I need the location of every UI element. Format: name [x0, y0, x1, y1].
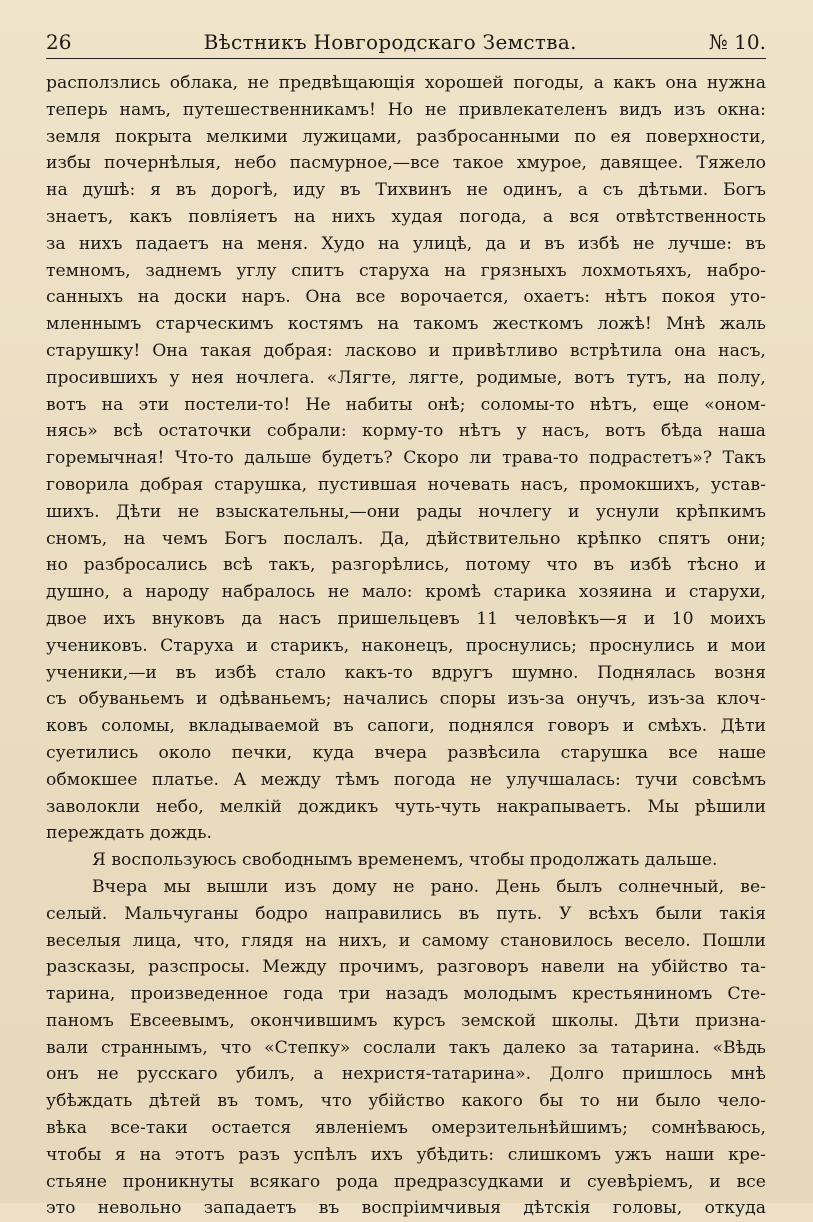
- text-line: заволокли небо, мелкій дождикъ чуть-чуть накрапываетъ. Мы рѣшили: [46, 796, 766, 817]
- text-line: двое ихъ внуковъ да насъ пришельцевъ 11 человѣкъ—я и 10 моихъ: [46, 608, 766, 629]
- text-line: старушку! Она такая добрая: ласково и привѣтливо встрѣтила она насъ,: [46, 340, 766, 361]
- text-line: теперь намъ, путешественникамъ! Но не привлекателенъ видъ изъ окна:: [46, 99, 766, 120]
- text-line: обмокшее платье. А между тѣмъ погода не улучшалась: тучи совсѣмъ: [46, 769, 766, 790]
- text-line: паномъ Евсеевымъ, окончившимъ курсъ земской школы. Дѣти призна-: [46, 1010, 766, 1031]
- text-line: просившихъ у нея ночлега. «Лягте, лягте, родимые, вотъ тутъ, на полу,: [46, 367, 766, 388]
- text-line: веселыя лица, что, глядя на нихъ, и самому становилось весело. Пошли: [46, 930, 766, 951]
- body-text: [46, 70, 766, 1222]
- text-line: разсказы, разспросы. Между прочимъ, разговоръ навели на убійство та-: [46, 957, 766, 978]
- text-line: стьяне проникнуты всякаго рода предразсудками и суевѣріемъ, и все: [46, 1171, 766, 1192]
- text-line: знаетъ, какъ повліяетъ на нихъ худая погода, а вся отвѣтственность: [46, 206, 766, 227]
- text-line: ученики,—и въ избѣ стало какъ-то вдругъ шумно. Поднялась возня: [46, 662, 766, 683]
- text-line: темномъ, заднемъ углу спитъ старуха на грязныхъ лохмотьяхъ, набро-: [46, 260, 766, 281]
- text-line: убѣждать дѣтей въ томъ, что убійство какого бы то ни было чело-: [46, 1091, 766, 1112]
- text-line: но разбросались всѣ такъ, разгорѣлись, потому что въ избѣ тѣсно и: [46, 555, 766, 576]
- text-line: чтобы я на этотъ разъ успѣлъ ихъ убѣдить: слишкомъ ужъ наши кре-: [46, 1144, 766, 1165]
- text-line: учениковъ. Старуха и старикъ, наконецъ, проснулись; проснулись и мои: [46, 635, 766, 656]
- text-line: съ обуваньемъ и одѣваньемъ; начались споры изъ-за онучъ, изъ-за клоч-: [46, 689, 766, 710]
- text-line: селый. Мальчуганы бодро направились въ путь. У всѣхъ были такія: [46, 903, 766, 924]
- page-header: [46, 18, 766, 54]
- text-line: земля покрыта мелкими лужицами, разбросанными по ея поверхности,: [46, 126, 766, 147]
- text-line: избы почернѣлыя, небо пасмурное,—все такое хмурое, давящее. Тяжело: [46, 153, 766, 174]
- text-line: Вчера мы вышли изъ дому не рано. День былъ солнечный, ве-: [92, 876, 766, 897]
- text-line: вали страннымъ, что «Степку» сослали такъ далеко за татарина. «Вѣдь: [46, 1037, 766, 1058]
- text-line: за нихъ падаетъ на меня. Худо на улицѣ, да и въ избѣ не лучше: въ: [46, 233, 766, 254]
- text-line: суетились около печки, куда вчера развѣсила старушка все наше: [46, 742, 766, 763]
- text-line: расползлись облака, не предвѣщающія хорошей погоды, а какъ она нужна: [46, 73, 766, 93]
- text-line: нясь» всѣ остаточки собрали: корму-то нѣтъ у насъ, вотъ бѣда наша: [46, 421, 766, 442]
- text-line: онъ не русскаго убилъ, а нехристя-татарина». Долго пришлось мнѣ: [46, 1064, 766, 1085]
- text-line: на душѣ: я въ дорогѣ, иду въ Тихвинъ не одинъ, а съ дѣтьми. Богъ: [46, 180, 766, 201]
- text-line: горемычная! Что-то дальше будетъ? Скоро ли трава-то подрастетъ»? Такъ: [46, 448, 766, 469]
- page-number: 26: [46, 30, 72, 54]
- text-line: вѣка все-таки остается явленіемъ омерзительнѣйшимъ; сомнѣваюсь,: [46, 1118, 766, 1139]
- text-line: мленнымъ старческимъ костямъ на такомъ жесткомъ ложѣ! Мнѣ жаль: [46, 314, 766, 335]
- text-line: душно, а народу набралось не мало: кромѣ старика хозяина и старухи,: [46, 582, 766, 603]
- journal-title: Вѣстникъ Новгородскаго Земства.: [203, 30, 577, 54]
- text-line: переждать дождь.: [46, 823, 212, 844]
- text-line: вотъ на эти постели-то! Не набиты онѣ; соломы-то нѣтъ, еще «оном-: [46, 394, 766, 415]
- text-line: ковъ соломы, вкладываемой въ сапоги, поднялся говоръ и смѣхъ. Дѣти: [46, 716, 766, 737]
- text-line: санныхъ на доски наръ. Она все ворочается, охаетъ: нѣтъ покоя уто-: [46, 287, 766, 308]
- header-rule: [46, 58, 766, 59]
- text-line: Я воспользуюсь свободнымъ временемъ, чтобы продолжать дальше.: [92, 850, 718, 871]
- text-line: это невольно западаетъ въ воспріимчивыя дѣтскія головы, откуда: [46, 1198, 766, 1219]
- issue-number: № 10.: [708, 30, 766, 54]
- text-line: говорила добрая старушка, пустившая ночевать насъ, промокшихъ, устав-: [46, 474, 766, 495]
- text-line: сномъ, на чемъ Богъ послалъ. Да, дѣйствительно крѣпко спятъ они;: [46, 528, 766, 549]
- text-line: шихъ. Дѣти не взыскательны,—они рады ночлегу и уснули крѣпкимъ: [46, 501, 766, 522]
- text-line: тарина, произведенное года три назадъ молодымъ крестьяниномъ Сте-: [46, 984, 766, 1005]
